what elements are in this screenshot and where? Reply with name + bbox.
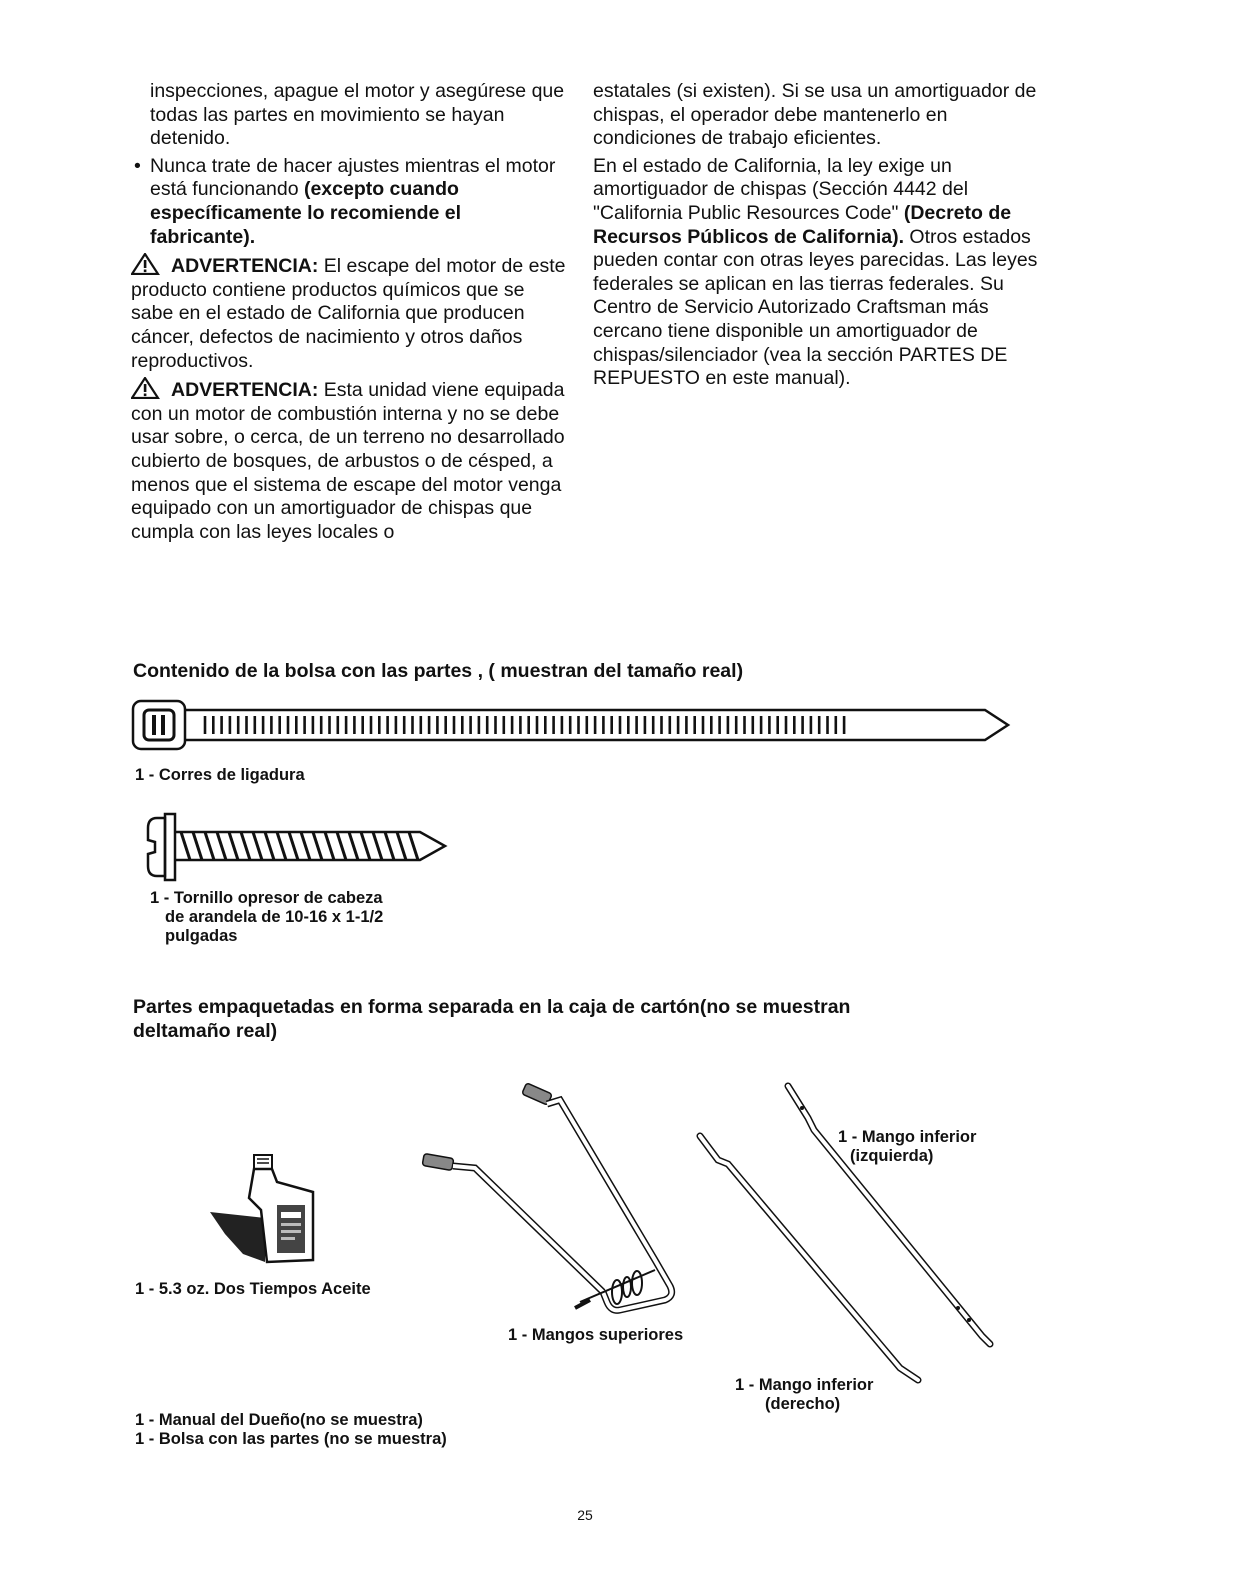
- lower-left-caption-line: 1 - Mango inferior: [838, 1128, 977, 1146]
- screw-thread: [361, 832, 370, 860]
- screw-thread: [241, 832, 250, 860]
- screw-caption-line: pulgadas: [165, 927, 238, 945]
- page-number: 25: [577, 1507, 593, 1523]
- paragraph-inspections: inspecciones, apague el motor y asegúrese que todas las partes en movimiento se hayan detenido.: [150, 80, 565, 150]
- oil-caption: 1 - 5.3 oz. Dos Tiempos Aceite: [135, 1280, 371, 1298]
- warning-text: Esta unidad viene equipada con un motor de combustión interna y no se debe usar sobre, o cerca, de un terreno no desarrollado cubierto de bosques, de arbustos o de césped, a menos que el sistema de escape del motor venga equipado con un amortiguador de chispas que cumpla con las leyes locales o: [131, 379, 565, 543]
- paragraph-california-law: [593, 155, 1041, 391]
- warning-exhaust: [131, 253, 571, 373]
- bag-note: 1 - Bolsa con las partes (no se muestra): [135, 1430, 447, 1448]
- warning-text: El escape del motor de este producto contiene productos químicos que se sabe en el estado de California que producen cáncer, defectos de nacimiento y otros daños reproductivos.: [131, 255, 566, 372]
- screw-thread: [397, 832, 406, 860]
- right-column: [593, 80, 1041, 395]
- screw-thread: [289, 832, 298, 860]
- screw-thread: [253, 832, 262, 860]
- lower-left-caption-line: (izquierda): [850, 1147, 934, 1165]
- warning-label: ADVERTENCIA:: [171, 255, 319, 278]
- screw-illustration: [145, 808, 455, 888]
- screw-thread: [337, 832, 346, 860]
- screw-thread: [385, 832, 394, 860]
- screw-thread: [349, 832, 358, 860]
- bullet-bold-text: (excepto cuando específicamente lo recomiende el fabricante).: [150, 178, 462, 248]
- screw-caption-line: 1 - Tornillo opresor de cabeza: [150, 889, 383, 907]
- screw-thread: [229, 832, 238, 860]
- lower-left-caption: [838, 1128, 976, 1166]
- screw-thread: [265, 832, 274, 860]
- screw-thread: [301, 832, 310, 860]
- california-bold-text: (Decreto de Recursos Públicos de California).: [593, 201, 1012, 248]
- warning-label: ADVERTENCIA:: [171, 379, 319, 402]
- section-title-separate-parts: [133, 995, 1033, 1043]
- california-text: En el estado de California, la ley exige un amortiguador de chispas (Sección 4442 del "California Public Resources Code": [593, 154, 969, 224]
- lower-right-caption-line: 1 - Mango inferior: [735, 1376, 874, 1394]
- bullet-adjustments: [131, 155, 571, 249]
- screw-thread: [409, 832, 418, 860]
- lower-handles-illustration: [690, 1078, 1010, 1398]
- screw-thread: [277, 832, 286, 860]
- paragraph-state-laws: estatales (si existen). Si se usa un amortiguador de chispas, el operador debe mantenerlo en condiciones de trabajo eficientes.: [593, 80, 1037, 150]
- warning-spark-arrester: [131, 377, 571, 544]
- screw-caption: [150, 889, 383, 946]
- section-title-line: Partes empaquetadas en forma separada en la caja de cartón(no se muestran: [133, 996, 851, 1018]
- screw-thread: [205, 832, 214, 860]
- screw-thread: [217, 832, 226, 860]
- screw-thread: [313, 832, 322, 860]
- lower-right-caption-line: (derecho): [765, 1395, 841, 1413]
- cable-tie-caption: 1 - Corres de ligadura: [135, 766, 305, 784]
- screw-thread: [325, 832, 334, 860]
- california-text-post: Otros estados pueden contar con otras leyes parecidas. Las leyes federales se aplican en las tierras federales. Su Centro de Servicio Autorizado Craftsman más cercano tiene disponible un amortiguador de chispas/silenciador (vea la sección PARTES DE REPUESTO en este manual).: [593, 225, 1038, 390]
- warning-triangle-icon: [131, 377, 161, 399]
- screw-thread: [373, 832, 382, 860]
- section-title-line: deltamaño real): [133, 1020, 278, 1042]
- manual-note: 1 - Manual del Dueño(no se muestra): [135, 1411, 423, 1429]
- upper-handles-illustration: [415, 1080, 715, 1320]
- screw-thread: [181, 832, 190, 860]
- screw-caption-line: de arandela de 10-16 x 1-1/2: [165, 908, 384, 926]
- upper-handles-caption: 1 - Mangos superiores: [508, 1326, 684, 1344]
- oil-bottle-illustration: [205, 1150, 335, 1270]
- screw-thread: [193, 832, 202, 860]
- lower-right-caption: [735, 1376, 873, 1414]
- cable-tie-illustration: [130, 696, 1020, 756]
- left-column: [131, 80, 571, 548]
- section-title-bag-contents: Contenido de la bolsa con las partes , ( muestran del tamaño real): [133, 660, 744, 682]
- bullet-text: Nunca trate de hacer ajustes mientras el motor está funcionando: [150, 154, 556, 201]
- warning-triangle-icon: [131, 253, 161, 275]
